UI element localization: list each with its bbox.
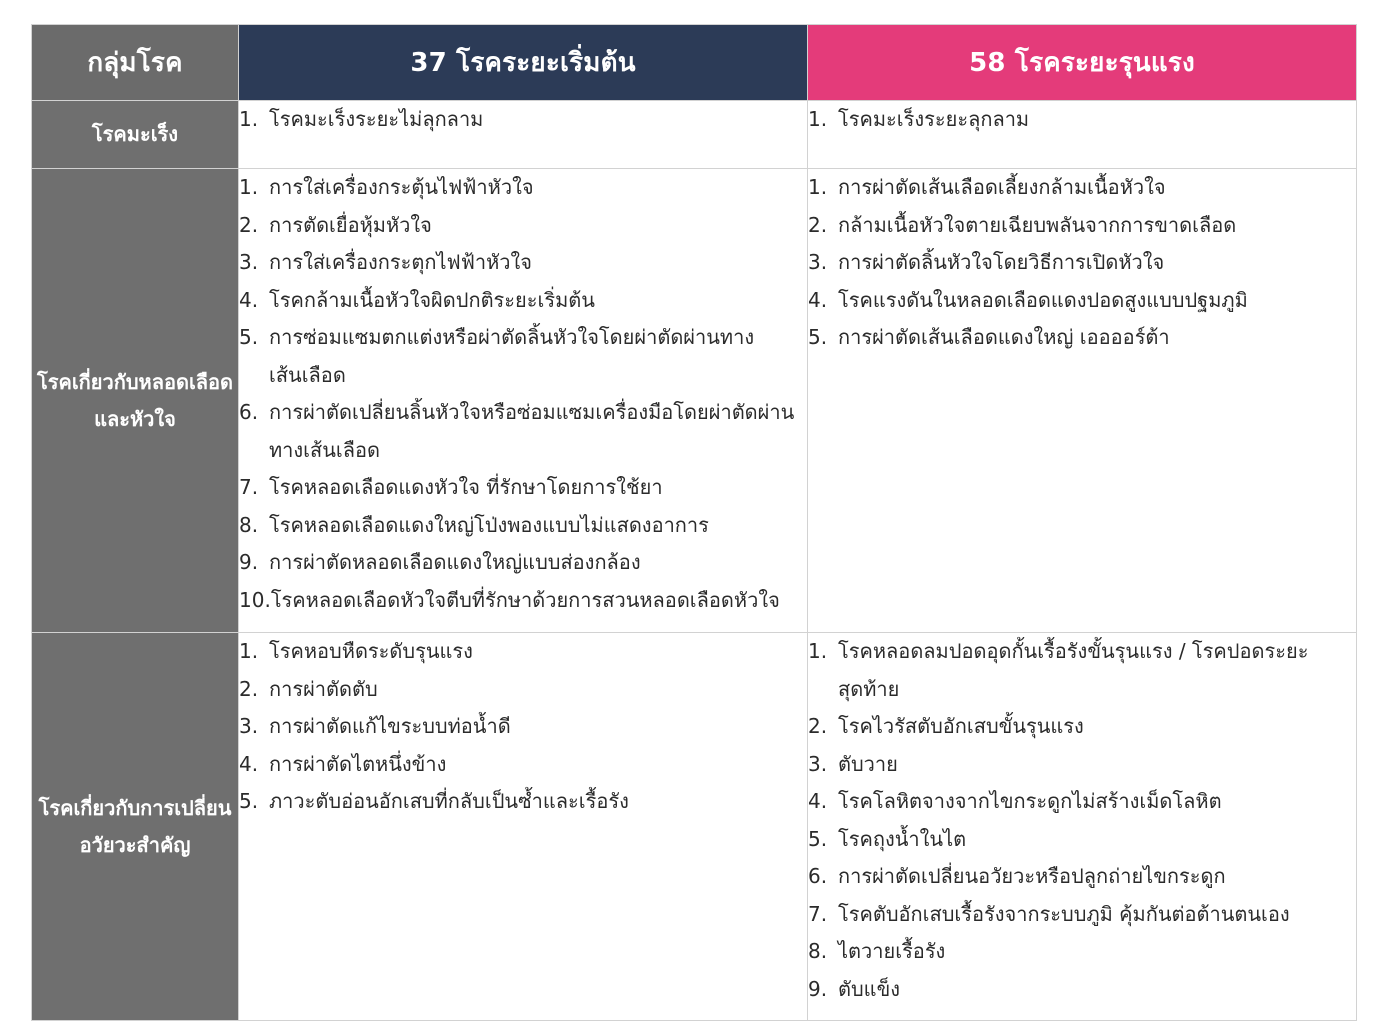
- severe-stage-list: [808, 101, 1357, 169]
- list-item: [239, 746, 807, 784]
- header-severe-stage: 58 โรคระยะรุนแรง: [808, 25, 1357, 101]
- list-item: [239, 319, 807, 394]
- list-item: [808, 633, 1356, 708]
- list-item: [808, 169, 1356, 207]
- category-cancer: โรคมะเร็ง: [32, 101, 239, 169]
- item-number: 10.: [239, 587, 271, 612]
- list-item: [808, 101, 1356, 139]
- list-item: [239, 282, 807, 320]
- item-text: ตับแข็ง: [838, 976, 901, 1001]
- list-item: [239, 469, 807, 507]
- item-number: 8.: [808, 939, 828, 963]
- item-text: โรคถุงน้ำในไต: [838, 826, 967, 851]
- item-number: 7.: [808, 901, 828, 926]
- item-text: ตับวาย: [838, 751, 898, 776]
- list-item: [239, 633, 807, 671]
- item-text: การใส่เครื่องกระตุกไฟฟ้าหัวใจ: [269, 250, 532, 274]
- list-item: [808, 896, 1356, 934]
- item-number: 5.: [808, 325, 828, 349]
- item-text: โรคไวรัสตับอักเสบขั้นรุนแรง: [838, 714, 1084, 738]
- item-text: โรคหลอดเลือดแดงหัวใจ ที่รักษาโดยการใช้ยา: [269, 475, 663, 499]
- list-item: [239, 708, 807, 746]
- item-text: โรคหลอดลมปอดอุดกั้นเรื้อรังขั้นรุนแรง / โรคปอดระยะสุดท้าย: [838, 639, 1309, 701]
- header-disease-group: กลุ่มโรค: [32, 25, 239, 101]
- severe-stage-list: [808, 169, 1357, 633]
- item-text: โรคมะเร็งระยะไม่ลุกลาม: [269, 107, 484, 131]
- item-text: ภาวะตับอ่อนอักเสบที่กลับเป็นซ้ำและเรื้อรัง: [269, 789, 629, 813]
- item-number: 9.: [239, 550, 259, 574]
- item-text: โรคหลอดเลือดหัวใจตีบที่รักษาด้วยการสวนหลอดเลือดหัวใจ: [270, 587, 780, 612]
- item-number: 1.: [239, 175, 259, 199]
- list-item: [239, 207, 807, 245]
- item-number: 2.: [808, 714, 828, 738]
- item-number: 7.: [239, 475, 259, 499]
- list-item: [808, 319, 1356, 357]
- list-item: [239, 101, 807, 139]
- item-number: 1.: [239, 639, 259, 663]
- item-text: ไตวายเรื้อรัง: [838, 939, 946, 963]
- early-stage-list: [239, 101, 808, 169]
- list-item: [239, 544, 807, 582]
- list-item: [239, 671, 807, 709]
- item-number: 4.: [239, 751, 259, 776]
- list-item: [239, 394, 807, 469]
- list-item: [808, 746, 1356, 784]
- item-number: 2.: [239, 212, 259, 237]
- item-text: การผ่าตัดลิ้นหัวใจโดยวิธีการเปิดหัวใจ: [838, 250, 1165, 274]
- item-number: 5.: [808, 826, 828, 851]
- item-number: 4.: [808, 287, 828, 312]
- item-number: 5.: [239, 325, 259, 349]
- item-number: 1.: [808, 107, 828, 131]
- item-text: โรคหลอดเลือดแดงใหญ่โป่งพองแบบไม่แสดงอาการ: [269, 512, 709, 537]
- category-cardiovascular: โรคเกี่ยวกับหลอดเลือดและหัวใจ: [32, 169, 239, 633]
- item-text: การผ่าตัดหลอดเลือดแดงใหญ่แบบส่องกล้อง: [269, 550, 641, 574]
- item-number: 4.: [808, 789, 828, 813]
- item-number: 3.: [808, 250, 828, 274]
- item-number: 3.: [808, 751, 828, 776]
- table-row-cancer: [32, 101, 1357, 169]
- item-number: 5.: [239, 789, 259, 813]
- item-text: การผ่าตัดแก้ไขระบบท่อน้ำดี: [269, 714, 511, 738]
- item-number: 9.: [808, 976, 828, 1001]
- disease-coverage-table: [31, 24, 1357, 1021]
- item-text: โรคหอบหืดระดับรุนแรง: [269, 639, 473, 663]
- item-number: 2.: [808, 212, 828, 237]
- item-text: การตัดเยื่อหุ้มหัวใจ: [269, 212, 432, 237]
- list-item: [808, 821, 1356, 859]
- list-item: [808, 971, 1356, 1009]
- item-number: 1.: [239, 107, 259, 131]
- category-organ-transplant: โรคเกี่ยวกับการเปลี่ยนอวัยวะสำคัญ: [32, 633, 239, 1021]
- list-item: [808, 708, 1356, 746]
- early-stage-list: [239, 633, 808, 1021]
- item-number: 4.: [239, 287, 259, 312]
- item-number: 6.: [808, 864, 828, 888]
- item-text: การผ่าตัดเปลี่ยนลิ้นหัวใจหรือซ่อมแซมเครื่องมือโดยผ่าตัดผ่านทางเส้นเลือด: [269, 400, 795, 462]
- item-text: การผ่าตัดเปลี่ยนอวัยวะหรือปลูกถ่ายไขกระดูก: [838, 864, 1226, 888]
- item-number: 1.: [808, 175, 828, 199]
- table-header-row: [32, 25, 1357, 101]
- table-row-cardiovascular: [32, 169, 1357, 633]
- list-item: [808, 783, 1356, 821]
- item-text: กล้ามเนื้อหัวใจตายเฉียบพลันจากการขาดเลือด: [838, 212, 1237, 237]
- item-text: โรคโลหิตจางจากไขกระดูกไม่สร้างเม็ดโลหิต: [838, 789, 1222, 813]
- header-early-stage: 37 โรคระยะเริ่มต้น: [239, 25, 808, 101]
- item-number: 8.: [239, 512, 259, 537]
- list-item: [239, 582, 807, 620]
- item-number: 6.: [239, 400, 259, 424]
- item-text: การผ่าตัดตับ: [269, 676, 378, 701]
- list-item: [239, 507, 807, 545]
- list-item: [808, 282, 1356, 320]
- item-number: 3.: [239, 714, 259, 738]
- item-text: การผ่าตัดไตหนึ่งข้าง: [269, 751, 447, 776]
- table-row-organ-transplant: [32, 633, 1357, 1021]
- list-item: [808, 858, 1356, 896]
- severe-stage-list: [808, 633, 1357, 1021]
- item-text: โรคมะเร็งระยะลุกลาม: [838, 107, 1030, 131]
- list-item: [808, 933, 1356, 971]
- item-text: การผ่าตัดเส้นเลือดเลี้ยงกล้ามเนื้อหัวใจ: [838, 175, 1166, 199]
- item-number: 2.: [239, 676, 259, 701]
- item-text: การซ่อมแซมตกแต่งหรือผ่าตัดลิ้นหัวใจโดยผ่าตัดผ่านทางเส้นเลือด: [269, 325, 755, 387]
- list-item: [808, 207, 1356, 245]
- item-text: โรคกล้ามเนื้อหัวใจผิดปกติระยะเริ่มต้น: [269, 287, 595, 312]
- item-number: 3.: [239, 250, 259, 274]
- list-item: [808, 244, 1356, 282]
- item-text: โรคแรงดันในหลอดเลือดแดงปอดสูงแบบปฐมภูมิ: [838, 287, 1248, 312]
- list-item: [239, 244, 807, 282]
- item-text: การผ่าตัดเส้นเลือดแดงใหญ่ เออออร์ต้า: [838, 325, 1170, 349]
- item-number: 1.: [808, 639, 828, 663]
- item-text: การใส่เครื่องกระตุ้นไฟฟ้าหัวใจ: [269, 175, 534, 199]
- list-item: [239, 783, 807, 821]
- item-text: โรคตับอักเสบเรื้อรังจากระบบภูมิ คุ้มกันต่อต้านตนเอง: [838, 901, 1290, 926]
- early-stage-list: [239, 169, 808, 633]
- list-item: [239, 169, 807, 207]
